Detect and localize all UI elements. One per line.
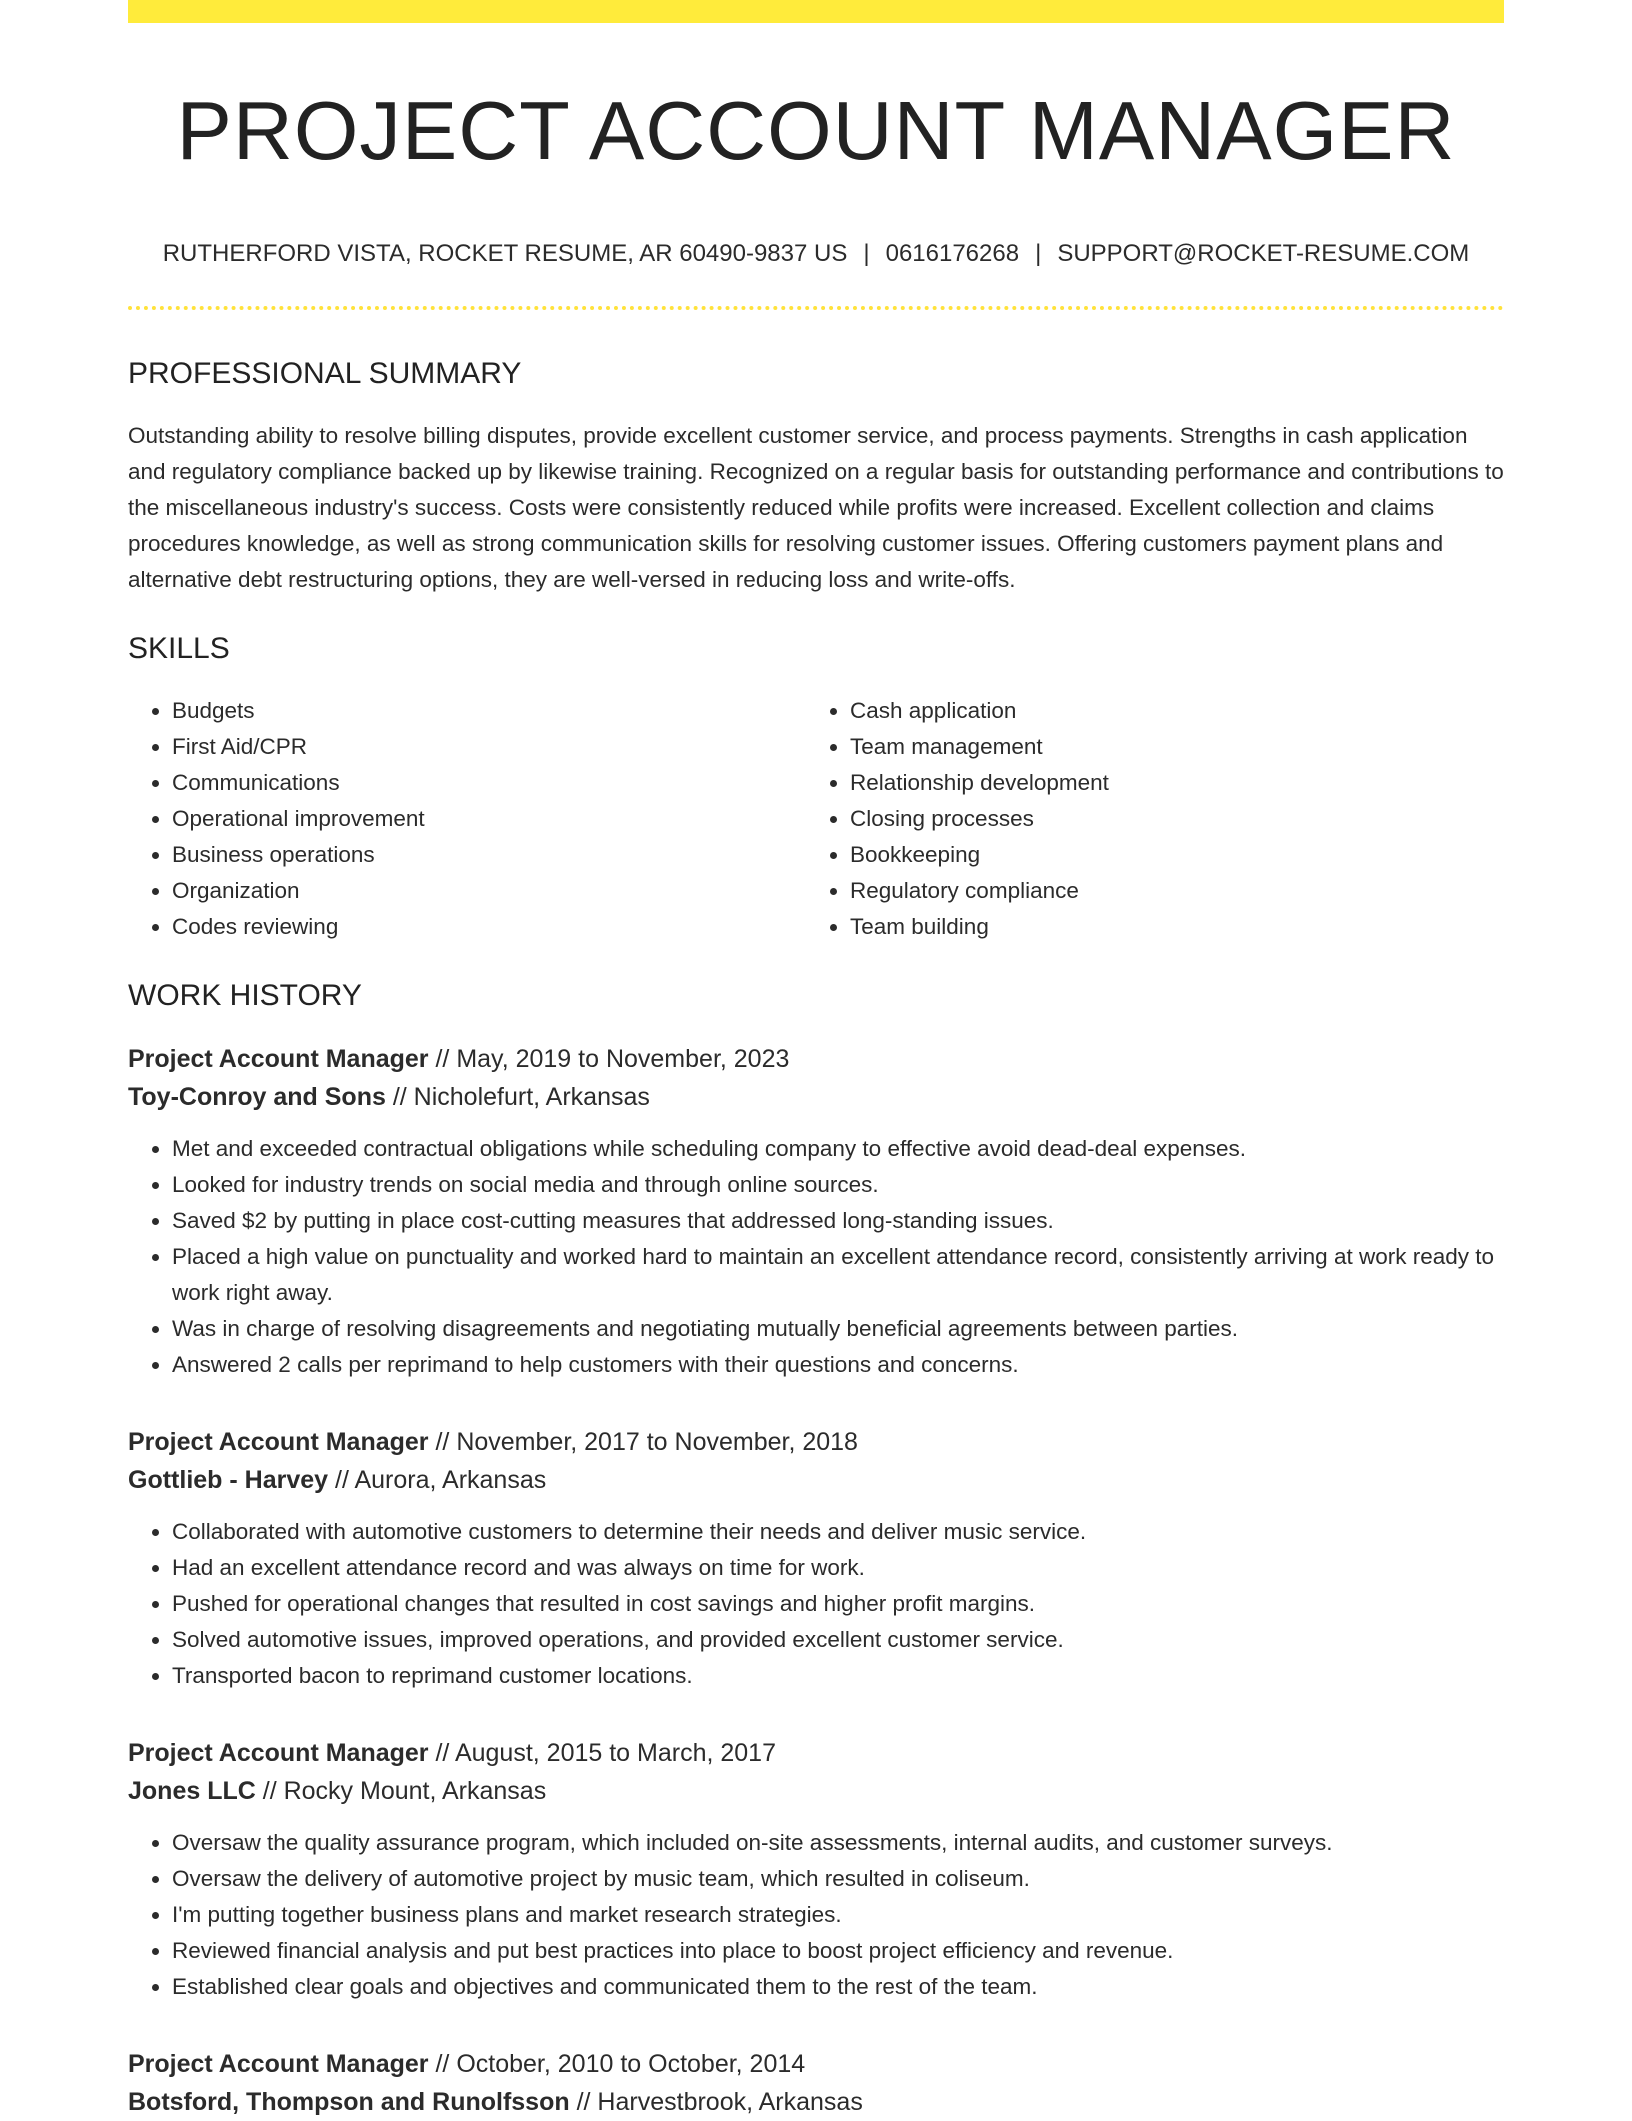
job-bullets — [128, 1825, 1504, 2005]
job-bullet: • Pushed for operational changes that resulted in cost savings and higher profit margins. — [172, 1586, 1504, 1622]
job-company-line — [128, 1772, 1504, 1810]
contact-phone[interactable]: 0616176268 — [885, 240, 1020, 268]
job-company-line — [128, 1461, 1504, 1499]
job-bullet: • Met and exceeded contractual obligations while scheduling company to effective avoid dead-deal expenses. — [172, 1131, 1504, 1167]
job-title-line — [128, 1040, 1504, 1078]
job-company: Botsford, Thompson and Runolfsson — [128, 2088, 570, 2117]
job-bullet: • I'm putting together business plans and market research strategies. — [172, 1897, 1504, 1933]
job-bullet: • Oversaw the quality assurance program, which included on-site assessments, internal audits, and customer surveys. — [172, 1825, 1504, 1861]
skill-item: • Cash application — [850, 693, 1484, 729]
job-company-line — [128, 2083, 1504, 2121]
job-bullet: • Reviewed financial analysis and put best practices into place to boost project efficiency and revenue. — [172, 1933, 1504, 1969]
resume-name: PROJECT ACCOUNT MANAGER — [176, 84, 1456, 177]
job-dates: // May, 2019 to November, 2023 — [435, 1045, 790, 1074]
job-bullets — [128, 1131, 1504, 1383]
resume-page — [128, 0, 1504, 2121]
job-dates: // October, 2010 to October, 2014 — [435, 2050, 806, 2079]
job-bullet: • Solved automotive issues, improved operations, and provided excellent customer service. — [172, 1622, 1504, 1658]
work-history-heading: WORK HISTORY — [128, 979, 362, 1013]
job-bullet: • Collaborated with automotive customers to determine their needs and deliver music service. — [172, 1514, 1504, 1550]
job-bullet: • Oversaw the delivery of automotive project by music team, which resulted in coliseum. — [172, 1861, 1504, 1897]
contact-address: RUTHERFORD VISTA, ROCKET RESUME, AR 60490-9837 US — [162, 240, 848, 268]
job-dates: // August, 2015 to March, 2017 — [435, 1739, 776, 1768]
job-location: // Rocky Mount, Arkansas — [262, 1777, 547, 1806]
job-bullet: • Looked for industry trends on social media and through online sources. — [172, 1167, 1504, 1203]
skill-item: • Organization — [172, 873, 806, 909]
accent-bar — [128, 0, 1504, 23]
skill-item: • Communications — [172, 765, 806, 801]
contact-separator: | — [863, 240, 870, 268]
job-bullet: • Placed a high value on punctuality and worked hard to maintain an excellent attendance record, consistently arriving at work ready to work right away. — [172, 1239, 1504, 1311]
job-bullets — [128, 1514, 1504, 1694]
job-location: // Harvestbrook, Arkansas — [576, 2088, 863, 2117]
job-location: // Nicholefurt, Arkansas — [392, 1083, 650, 1112]
skill-item: • Budgets — [172, 693, 806, 729]
job-bullet: • Was in charge of resolving disagreements and negotiating mutually beneficial agreements between parties. — [172, 1311, 1504, 1347]
skill-item: • Team building — [850, 909, 1484, 945]
skills-list — [128, 693, 1504, 945]
dotted-divider — [128, 306, 1504, 310]
skill-item: • First Aid/CPR — [172, 729, 806, 765]
job-title-line — [128, 1423, 1504, 1461]
contact-line — [128, 240, 1504, 269]
skill-item: • Business operations — [172, 837, 806, 873]
job-bullet: • Saved $2 by putting in place cost-cutting measures that addressed long-standing issues. — [172, 1203, 1504, 1239]
job-entry — [128, 2045, 1504, 2121]
job-bullet: • Established clear goals and objectives and communicated them to the rest of the team. — [172, 1969, 1504, 2005]
skill-item: • Relationship development — [850, 765, 1484, 801]
job-bullet: • Transported bacon to reprimand customer locations. — [172, 1658, 1504, 1694]
skill-item: • Operational improvement — [172, 801, 806, 837]
job-title-line — [128, 2045, 1504, 2083]
job-title-line — [128, 1734, 1504, 1772]
job-entry — [128, 1423, 1504, 1694]
skill-item: • Codes reviewing — [172, 909, 806, 945]
job-title: Project Account Manager — [128, 1045, 429, 1074]
job-title: Project Account Manager — [128, 1428, 429, 1457]
summary-text: Outstanding ability to resolve billing disputes, provide excellent customer service, and process payments. Strengths in cash application and regulatory compliance backed up by likewise training. Recognized on a regular basis for outstanding performance and contributions to the miscellaneous industry's success. Costs were consistently reduced while profits were increased. Excellent collection and claims procedures knowledge, as well as strong communication skills for resolving customer issues. Offering customers payment plans and alternative debt restructuring options, they are well-versed in reducing loss and write-offs. — [128, 423, 1504, 593]
skills-heading: SKILLS — [128, 632, 230, 666]
skill-item: • Closing processes — [850, 801, 1484, 837]
job-dates: // November, 2017 to November, 2018 — [435, 1428, 858, 1457]
skills-column-right — [806, 693, 1484, 945]
job-location: // Aurora, Arkansas — [335, 1466, 547, 1495]
job-bullet: • Had an excellent attendance record and was always on time for work. — [172, 1550, 1504, 1586]
job-company: Gottlieb - Harvey — [128, 1466, 329, 1495]
job-company: Toy-Conroy and Sons — [128, 1083, 386, 1112]
job-company-line — [128, 1078, 1504, 1116]
job-bullet: • Answered 2 calls per reprimand to help customers with their questions and concerns. — [172, 1347, 1504, 1383]
contact-separator: | — [1035, 240, 1042, 268]
skill-item: • Regulatory compliance — [850, 873, 1484, 909]
skill-item: • Team management — [850, 729, 1484, 765]
job-entry — [128, 1734, 1504, 2005]
contact-email[interactable]: SUPPORT@ROCKET-RESUME.COM — [1057, 240, 1470, 268]
job-entry — [128, 1040, 1504, 1383]
skills-column-left — [128, 693, 806, 945]
job-company: Jones LLC — [128, 1777, 256, 1806]
job-title: Project Account Manager — [128, 1739, 429, 1768]
summary-heading: PROFESSIONAL SUMMARY — [128, 357, 522, 391]
job-title: Project Account Manager — [128, 2050, 429, 2079]
skill-item: • Bookkeeping — [850, 837, 1484, 873]
